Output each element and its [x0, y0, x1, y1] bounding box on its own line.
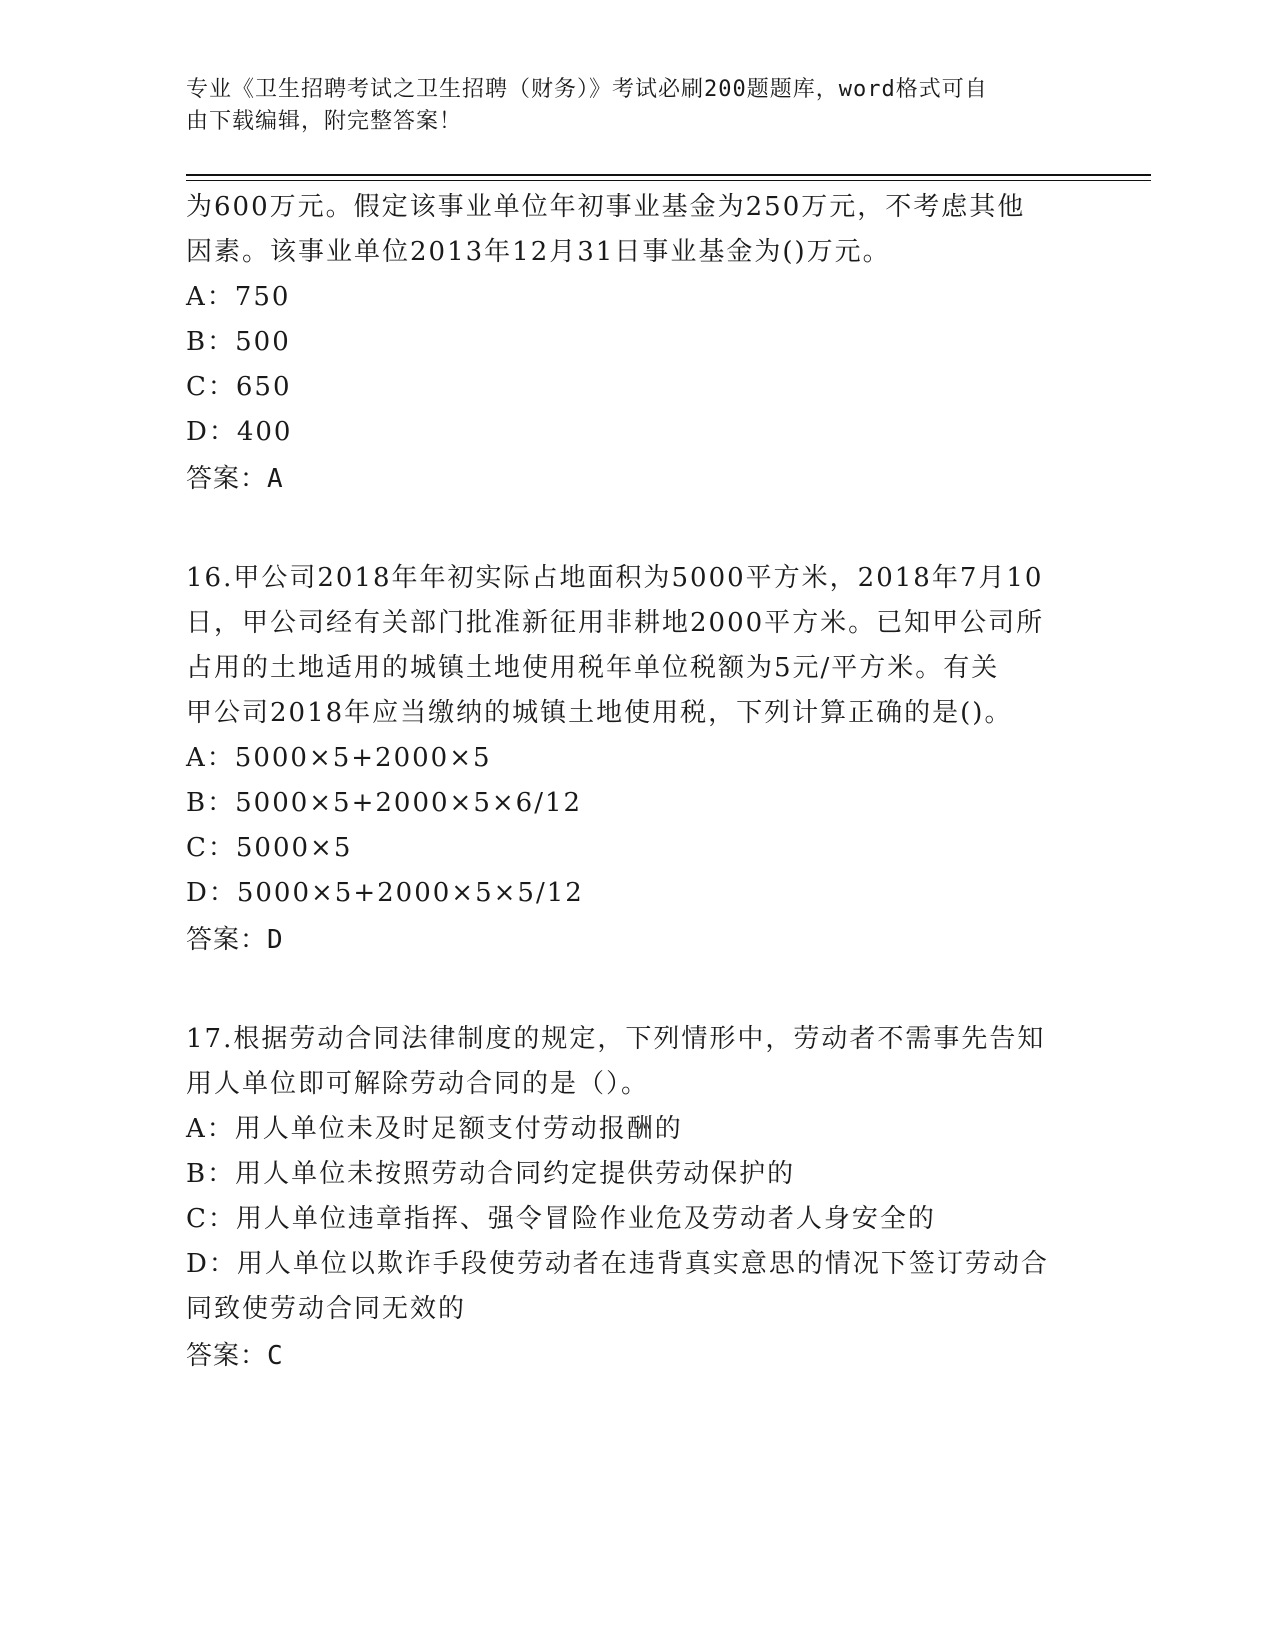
header-rule-thin	[186, 180, 1151, 181]
option-a: A：5000×5+2000×5	[186, 743, 492, 773]
option-d: D：400	[186, 417, 293, 447]
header-rule-thick	[186, 174, 1151, 176]
option-c: C：650	[186, 372, 292, 402]
question-text-line: 甲公司2018年应当缴纳的城镇土地使用税，下列计算正确的是()。	[186, 698, 1013, 728]
question-text-line: 因素。该事业单位2013年12月31日事业基金为()万元。	[186, 237, 891, 267]
question-text-line: 为600万元。假定该事业单位年初事业基金为250万元，不考虑其他	[186, 192, 1026, 222]
option-d: D：5000×5+2000×5×5/12	[186, 878, 584, 908]
question-16	[186, 556, 1066, 964]
header-line-2: 由下载编辑，附完整答案！	[186, 109, 463, 134]
question-text-line: 17.根据劳动合同法律制度的规定，下列情形中，劳动者不需事先告知	[186, 1024, 1046, 1054]
option-a: A：750	[186, 282, 291, 312]
question-15	[186, 185, 1066, 503]
option-b: B：500	[186, 327, 291, 357]
question-text-line: 日，甲公司经有关部门批准新征用非耕地2000平方米。已知甲公司所	[186, 608, 1045, 638]
question-17	[186, 1017, 1066, 1380]
question-text-line: 16.甲公司2018年年初实际占地面积为5000平方米，2018年7月10	[186, 563, 1044, 593]
option-a: A：用人单位未及时足额支付劳动报酬的	[186, 1114, 683, 1144]
document-header	[186, 74, 1066, 138]
question-text-line: 占用的土地适用的城镇土地使用税年单位税额为5元/平方米。有关	[186, 653, 1000, 683]
option-b: B：用人单位未按照劳动合同约定提供劳动保护的	[186, 1159, 796, 1189]
answer-label: 答案：A	[186, 464, 284, 494]
answer-label: 答案：D	[186, 925, 284, 955]
option-d-continued: 同致使劳动合同无效的	[186, 1294, 467, 1324]
option-c: C：5000×5	[186, 833, 353, 863]
answer-label: 答案：C	[186, 1341, 284, 1371]
option-b: B：5000×5+2000×5×6/12	[186, 788, 583, 818]
option-c: C：用人单位违章指挥、强令冒险作业危及劳动者人身安全的	[186, 1204, 936, 1234]
header-line-1: 专业《卫生招聘考试之卫生招聘（财务）》考试必刷200题题库，word格式可自	[186, 77, 988, 102]
question-text-line: 用人单位即可解除劳动合同的是（）。	[186, 1069, 650, 1099]
question-list	[186, 185, 1066, 1380]
option-d: D：用人单位以欺诈手段使劳动者在违背真实意思的情况下签订劳动合	[186, 1249, 1049, 1279]
